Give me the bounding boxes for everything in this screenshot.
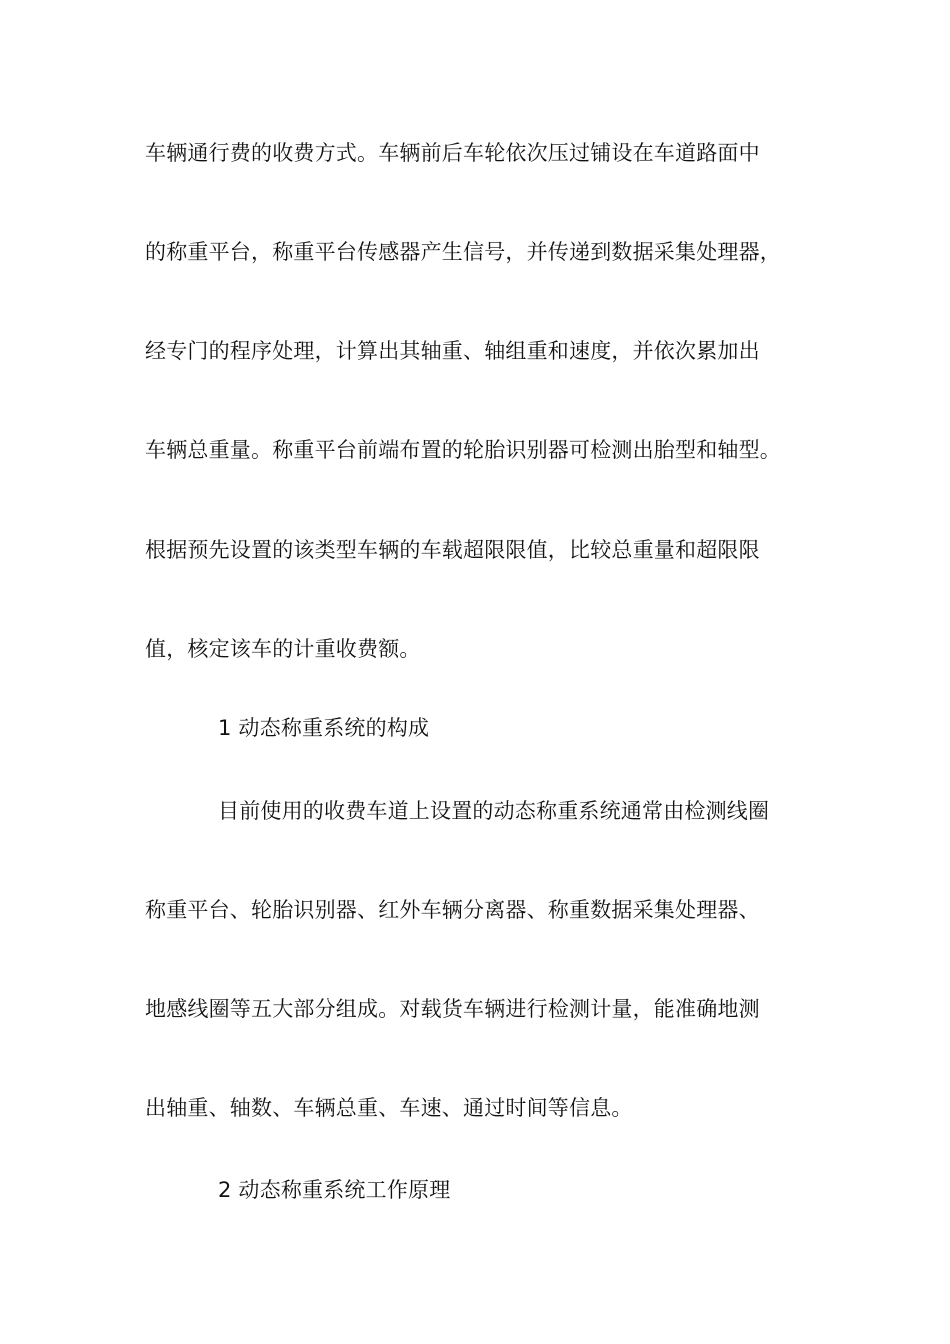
paragraph-line-2: 的称重平台，称重平台传感器产生信号，并传递到数据采集处理器， bbox=[145, 240, 781, 264]
paragraph-line-1: 车辆通行费的收费方式。车辆前后车轮依次压过铺设在车道路面中 bbox=[145, 141, 760, 165]
paragraph-line-4: 车辆总重量。称重平台前端布置的轮胎识别器可检测出胎型和轴型。 bbox=[145, 438, 781, 462]
paragraph-line-3: 经专门的程序处理，计算出其轴重、轴组重和速度，并依次累加出 bbox=[145, 339, 760, 363]
section-1-heading: 1 动态称重系统的构成 bbox=[218, 716, 430, 740]
section-1-line-3: 地感线圈等五大部分组成。对载货车辆进行检测计量，能准确地测 bbox=[145, 997, 760, 1021]
section-2-heading: 2 动态称重系统工作原理 bbox=[218, 1178, 451, 1202]
paragraph-line-6: 值，核定该车的计重收费额。 bbox=[145, 637, 421, 661]
section-1-line-1: 目前使用的收费车道上设置的动态称重系统通常由检测线圈 bbox=[218, 799, 770, 823]
section-1-line-4: 出轴重、轴数、车辆总重、车速、通过时间等信息。 bbox=[145, 1096, 633, 1120]
section-1-line-2: 称重平台、轮胎识别器、红外车辆分离器、称重数据采集处理器、 bbox=[145, 898, 760, 922]
paragraph-line-5: 根据预先设置的该类型车辆的车载超限限值，比较总重量和超限限 bbox=[145, 538, 760, 562]
